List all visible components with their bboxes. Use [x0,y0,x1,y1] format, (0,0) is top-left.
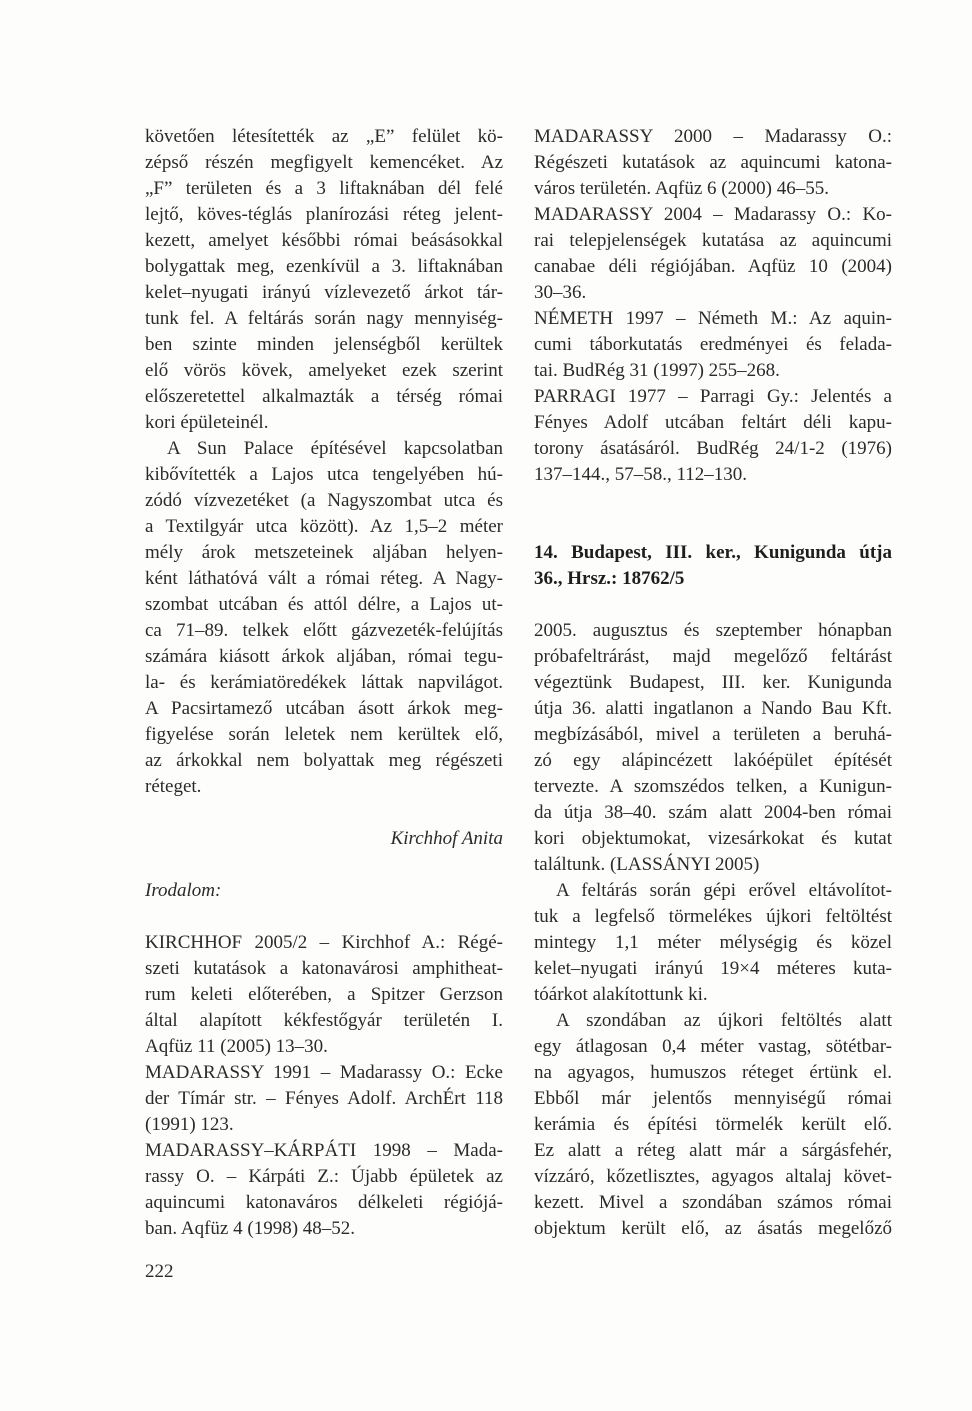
text-line: vízzáró, kőzetlisztes, agyagos altalaj követ- [534,1166,892,1187]
heading-line: 36., Hrsz.: 18762/5 [534,568,685,589]
text-line: PARRAGI 1977 – Parragi Gy.: Jelentés a [534,386,892,407]
text-line: elő vörös kövek, amelyeket ezek szerint [145,360,503,381]
text-line: 137–144., 57–58., 112–130. [534,464,748,485]
text-line: egy átlagosan 0,4 méter vastag, sötétbar- [534,1036,892,1057]
text-line: rum keleti előterében, a Spitzer Gerzson [145,984,503,1005]
text-line: kezett. Mivel a szondában számos római [534,1192,892,1213]
paragraph [534,618,892,878]
reference-entry [534,124,892,202]
reference-entry [145,930,503,1060]
text-line: szombat utcában és attól délre, a Lajos ut- [145,594,503,615]
text-line: kelet–nyugati irányú vízlevezető árkot tár- [145,282,503,303]
text-line: A szondában az újkori feltöltés alatt [556,1010,892,1031]
author-signature: Kirchhof Anita [390,828,503,849]
text-line: az árkokkal nem bolyattak meg régészeti [145,750,503,771]
text-line: útja 36. alatti ingatlanon a Nando Bau Kft. [534,698,892,719]
text-line: végeztünk Budapest, III. ker. Kunigunda [534,672,892,693]
text-line: réteget. [145,776,202,797]
reference-entry [145,1060,503,1138]
text-line: ca 71–89. telkek előtt gázvezeték-felújítás [145,620,503,641]
text-line: Régészeti kutatások az aquincumi katona- [534,152,892,173]
text-line: ként láthatóvá vált a római réteg. A Nagy- [145,568,503,589]
text-line: „F” területen és a 3 liftaknában dél felé [145,178,503,199]
text-line: tóárkot alakítottunk ki. [534,984,708,1005]
text-line: MADARASSY 2000 – Madarassy O.: [534,126,892,147]
text-line: canabae déli régiójában. Aqfüz 10 (2004) [534,256,892,277]
text-line: kelet–nyugati irányú 19×4 méteres kuta- [534,958,892,979]
text-line: kori objektumokat, vizesárkokat és kutat [534,828,892,849]
reference-entry [534,384,892,488]
text-line: rai telepjelenségek kutatása az aquincumi [534,230,892,251]
spacer [534,488,892,514]
text-line: da útja 38–40. szám alatt 2004-ben római [534,802,892,823]
text-line: követően létesítették az „E” felület kö- [145,126,503,147]
literature-label: Irodalom: [145,880,222,901]
text-line: szeti kutatások a katonavárosi amphitheat- [145,958,503,979]
text-line: ben szinte minden jelenségből kerültek [145,334,503,355]
spacer [534,592,892,618]
reference-entry [145,1138,503,1242]
text-line: rassy O. – Kárpáti Z.: Újabb épületek az [145,1166,503,1187]
page-number: 222 [145,1261,174,1282]
text-line: lejtő, köves-téglás planírozási réteg jelent- [145,204,503,225]
left-column [145,124,503,1242]
text-line: kerámia és építési törmelék került elő. [534,1114,892,1135]
text-line: ban. Aqfüz 4 (1998) 48–52. [145,1218,356,1239]
text-line: tuk a legfelső törmelékes újkori feltöltést [534,906,892,927]
text-line: kezett, amelyet későbbi római beásásokkal [145,230,503,251]
reference-entry [534,202,892,306]
text-line: Ebből már jelentős mennyiségű római [534,1088,892,1109]
text-line: bolygattak meg, ezenkívül a 3. liftaknában [145,256,503,277]
text-line: figyelése során leletek nem kerültek elő, [145,724,503,745]
text-line: torony ásatásáról. BudRég 24/1-2 (1976) [534,438,892,459]
text-line: tunk fel. A feltárás során nagy mennyiség- [145,308,503,329]
text-line: zépső részén megfigyelt kemencéket. Az [145,152,503,173]
text-line: előszeretettel alkalmazták a térség római [145,386,503,407]
text-line: A feltárás során gépi erővel eltávolítot- [556,880,892,901]
text-line: Ez alatt a réteg alatt már a sárgásfehér, [534,1140,892,1161]
reference-entry [534,306,892,384]
text-line: 2005. augusztus és szeptember hónapban [534,620,892,641]
text-line: zó egy alápincézett lakóépület építését [534,750,892,771]
text-line: der Tímár str. – Fényes Adolf. ArchÉrt 118 [145,1088,503,1109]
text-line: a Textilgyár utca között). Az 1,5–2 méter [145,516,503,537]
text-line: aquincumi katonaváros délkeleti régiójá- [145,1192,503,1213]
text-line: la- és kerámiatöredékek láttak napvilágot. [145,672,503,693]
text-line: tervezte. A szomszédos telken, a Kunigun- [534,776,892,797]
text-line: próbafeltrárást, majd megelőző feltárást [534,646,892,667]
text-line: cumi táborkutatás eredményei és felada- [534,334,892,355]
heading-line: 14. Budapest, III. ker., Kunigunda útja [534,542,892,563]
spacer [145,800,503,826]
text-line: objektum került elő, az ásatás megelőző [534,1218,892,1239]
text-line: Fényes Adolf utcában feltárt déli kapu- [534,412,892,433]
text-line: MADARASSY 1991 – Madarassy O.: Ecke [145,1062,503,1083]
text-line: NÉMETH 1997 – Németh M.: Az aquin- [534,308,892,329]
section-heading [534,540,892,592]
text-line: mély árok metszeteinek aljában helyen- [145,542,503,563]
text-line: megbízásából, mivel a területen a beruhá- [534,724,892,745]
text-line: A Sun Palace építésével kapcsolatban [167,438,503,459]
text-line: mintegy 1,1 méter mélységig és közel [534,932,892,953]
text-line: (1991) 123. [145,1114,234,1135]
text-line: által alapított kékfestőgyár területén I. [145,1010,503,1031]
text-line: tai. BudRég 31 (1997) 255–268. [534,360,780,381]
text-line: zódó vízvezetéket (a Nagyszombat utca és [145,490,503,511]
text-line: kori épületeinél. [145,412,269,433]
text-line: kibővítették a Lajos utca tengelyében hú- [145,464,503,485]
spacer [145,904,503,930]
paragraph [145,124,503,436]
spacer [145,852,503,878]
paragraph [145,436,503,800]
right-column [534,124,892,1242]
text-line: MADARASSY 2004 – Madarassy O.: Ko- [534,204,892,225]
text-line: MADARASSY–KÁRPÁTI 1998 – Mada- [145,1140,503,1161]
spacer [534,514,892,540]
text-line: A Pacsirtamező utcában ásott árkok meg- [145,698,503,719]
text-line: város területén. Aqfüz 6 (2000) 46–55. [534,178,829,199]
text-line: na agyagos, humuszos réteget értünk el. [534,1062,892,1083]
paragraph [534,1008,892,1242]
text-line: 30–36. [534,282,587,303]
text-line: Aqfüz 11 (2005) 13–30. [145,1036,328,1057]
paragraph [534,878,892,1008]
text-line: KIRCHHOF 2005/2 – Kirchhof A.: Régé- [145,932,503,953]
text-line: találtunk. (LASSÁNYI 2005) [534,854,760,875]
text-line: számára kiásott árkok aljában, római tegu- [145,646,503,667]
